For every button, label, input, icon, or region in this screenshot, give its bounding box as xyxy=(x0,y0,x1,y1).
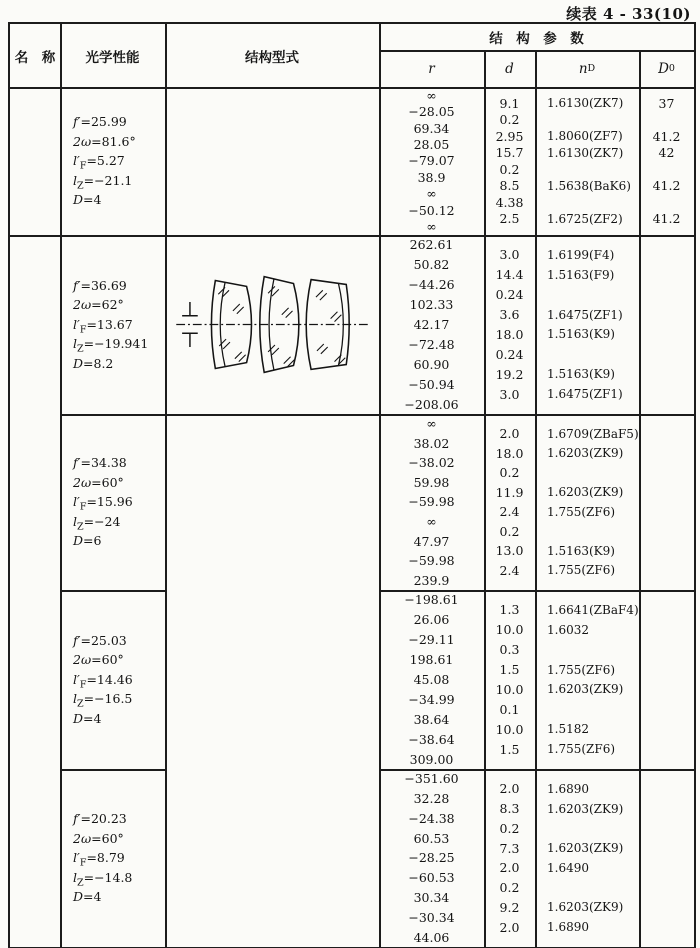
r-value: −38.02 xyxy=(408,455,455,471)
d-value: 2.5 xyxy=(499,211,520,227)
d-value: 3.0 xyxy=(499,386,520,402)
n-symbol: n xyxy=(578,60,588,77)
r-value: 50.82 xyxy=(413,257,450,273)
lens-entry-row xyxy=(10,590,694,769)
radius-column xyxy=(379,87,484,235)
optical-param: $l'_F=8.79$ xyxy=(73,850,125,869)
d-value: 1.3 xyxy=(499,602,520,618)
nd-value: 1.755(ZF6) xyxy=(547,563,616,578)
optical-param: f′=36.69 xyxy=(73,277,127,293)
header-col-d0: D 0 xyxy=(658,60,675,77)
d-value: 14.4 xyxy=(495,267,524,283)
r-value: −59.98 xyxy=(408,553,455,569)
nd-value: 1.6709(ZBaF5) xyxy=(547,426,639,441)
d-value: 0.1 xyxy=(499,701,520,717)
r-value: 309.00 xyxy=(409,751,454,767)
optics-prescription-table xyxy=(8,22,696,948)
d-value: 0.2 xyxy=(499,465,520,481)
d-value: 15.7 xyxy=(495,145,524,161)
r-value: ∞ xyxy=(426,186,437,202)
r-value: −50.94 xyxy=(408,376,455,392)
diameter-column xyxy=(639,424,694,580)
d0-symbol: D xyxy=(658,60,669,77)
optical-param: 2ω=62° xyxy=(73,297,124,313)
nd-value: 1.6203(ZK9) xyxy=(547,682,624,697)
d-value: 1.5 xyxy=(499,741,520,757)
d-value: 3.0 xyxy=(499,247,520,263)
r-value: −34.99 xyxy=(408,691,455,707)
optical-param: $l_Z=-24$ xyxy=(73,513,121,533)
r-value: 26.06 xyxy=(413,612,450,628)
r-value: 28.05 xyxy=(413,137,450,153)
nd-value: 1.8060(ZF7) xyxy=(547,129,623,144)
r-value: 60.53 xyxy=(413,830,450,846)
optical-param: $l_Z=-16.5$ xyxy=(73,691,133,710)
optical-param: $l_Z=-14.8$ xyxy=(73,869,133,889)
diameter-column xyxy=(639,779,694,937)
optical-param: 2ω=81.6° xyxy=(73,133,136,149)
r-value: −38.64 xyxy=(408,731,455,747)
r-value: 42.17 xyxy=(413,316,450,332)
r-value: ∞ xyxy=(426,514,437,530)
r-value: 198.61 xyxy=(409,652,454,668)
d-value: 2.0 xyxy=(499,860,520,876)
structure-diagram-cell xyxy=(165,235,379,414)
d0-value: 41.2 xyxy=(652,178,681,194)
r-value: −72.48 xyxy=(408,336,455,352)
d-symbol: d xyxy=(505,60,514,77)
thickness-column xyxy=(484,424,535,580)
nd-value: 1.755(ZF6) xyxy=(547,662,616,677)
d-value: 11.9 xyxy=(495,484,524,500)
r-value: −30.34 xyxy=(408,909,455,925)
index-column xyxy=(535,600,639,759)
nd-value: 1.6203(ZK9) xyxy=(547,841,624,856)
nd-value: 1.6032 xyxy=(547,622,589,637)
optical-performance-cell xyxy=(60,235,165,414)
nd-value: 1.6130(ZK7) xyxy=(547,96,624,111)
d-value: 3.6 xyxy=(499,307,520,323)
nd-value: 1.6203(ZK9) xyxy=(547,900,624,915)
d-value: 0.2 xyxy=(499,161,520,177)
optical-param: f′=20.23 xyxy=(73,811,127,827)
d-value: 0.3 xyxy=(499,642,520,658)
lens-entry-row xyxy=(10,235,694,414)
nd-value: 1.5163(K9) xyxy=(547,327,615,342)
r-value: −351.60 xyxy=(404,771,459,787)
r-value: 239.9 xyxy=(413,572,450,588)
index-column xyxy=(535,95,639,227)
d-value: 0.2 xyxy=(499,523,520,539)
nd-value: 1.6725(ZF2) xyxy=(547,211,623,226)
thickness-column xyxy=(484,95,535,227)
nd-value: 1.755(ZF6) xyxy=(547,742,616,757)
diameter-column xyxy=(639,600,694,759)
radius-column xyxy=(379,235,484,414)
r-value: 38.64 xyxy=(413,711,450,727)
d-value: 0.24 xyxy=(495,346,524,362)
glass-hatching xyxy=(218,286,345,366)
d0-value: 42 xyxy=(658,145,675,161)
d-value: 2.0 xyxy=(499,781,520,797)
r-value: −50.12 xyxy=(408,202,455,218)
optical-param: 2ω=60° xyxy=(73,652,124,668)
d-value: 2.0 xyxy=(499,426,520,442)
r-value: ∞ xyxy=(426,219,437,235)
optical-param: $l'_F=13.67$ xyxy=(73,316,133,336)
r-value: 102.33 xyxy=(409,297,454,313)
r-value: 262.61 xyxy=(409,237,454,253)
header-name: 名 称 xyxy=(14,49,56,66)
d-value: 2.95 xyxy=(495,128,524,144)
d-value: 10.0 xyxy=(495,681,524,697)
r-value: −29.11 xyxy=(408,632,455,648)
optical-param: 2ω=60° xyxy=(73,474,124,490)
nd-value: 1.6475(ZF1) xyxy=(547,307,623,322)
r-value: −44.26 xyxy=(408,277,455,293)
optical-performance-cell xyxy=(60,87,165,235)
r-value: 60.90 xyxy=(413,356,450,372)
nd-value: 1.6203(ZK9) xyxy=(547,446,624,461)
d-value: 0.24 xyxy=(495,287,524,303)
r-value: 59.98 xyxy=(413,474,450,490)
thickness-column xyxy=(484,600,535,759)
index-column xyxy=(535,779,639,937)
d-value: 9.2 xyxy=(499,899,520,915)
r-value: −198.61 xyxy=(404,592,459,608)
optical-performance-cell xyxy=(60,769,165,947)
diameter-column xyxy=(639,245,694,404)
r-value: 45.08 xyxy=(413,671,450,687)
nd-value: 1.6475(ZF1) xyxy=(547,387,623,402)
d-value: 8.5 xyxy=(499,178,520,194)
nd-value: 1.6203(ZK9) xyxy=(547,485,624,500)
d0-value: 37 xyxy=(658,95,675,111)
d-value: 1.5 xyxy=(499,662,520,678)
r-value: 44.06 xyxy=(413,929,450,945)
nd-value: 1.5638(BaK6) xyxy=(547,178,631,193)
r-value: 32.28 xyxy=(413,791,450,807)
nd-value: 1.6641(ZBaF4) xyxy=(547,602,639,617)
r-value: ∞ xyxy=(426,87,437,103)
diameter-column xyxy=(639,95,694,227)
optical-param: f′=25.99 xyxy=(73,114,127,130)
optical-param: D=6 xyxy=(73,533,102,549)
optical-param: D=4 xyxy=(73,710,102,726)
nd-value: 1.5182 xyxy=(547,722,589,737)
r-value: 38.9 xyxy=(417,169,446,185)
d-value: 2.4 xyxy=(499,504,520,520)
r-value: −60.53 xyxy=(408,870,455,886)
optical-param: $l_Z=-21.1$ xyxy=(73,172,133,192)
index-column xyxy=(535,424,639,580)
nd-value: 1.755(ZF6) xyxy=(547,504,616,519)
optical-param: f′=34.38 xyxy=(73,455,127,471)
d-value: 18.0 xyxy=(495,445,524,461)
d-value: 8.3 xyxy=(499,801,520,817)
d-value: 9.1 xyxy=(499,95,520,111)
thickness-column xyxy=(484,245,535,404)
d-value: 0.2 xyxy=(499,880,520,896)
nd-value: 1.6130(ZK7) xyxy=(547,145,624,160)
nd-value: 1.5163(F9) xyxy=(547,267,615,282)
optical-param: $l_Z=-19.941$ xyxy=(73,336,149,355)
r-value: 69.34 xyxy=(413,120,450,136)
optical-performance-cell xyxy=(60,414,165,590)
nd-value: 1.5163(K9) xyxy=(547,367,615,382)
d-value: 18.0 xyxy=(495,326,524,342)
r-value: −208.06 xyxy=(404,396,459,412)
optical-param: $l'_F=5.27$ xyxy=(73,153,125,172)
nd-value: 1.6199(F4) xyxy=(547,247,615,262)
nd-value: 1.6890 xyxy=(547,920,589,935)
radius-column xyxy=(379,414,484,590)
r-value: −59.98 xyxy=(408,494,455,510)
index-column xyxy=(535,245,639,404)
r-value: −24.38 xyxy=(408,810,455,826)
header-structure-params: 结 构 参 数 xyxy=(489,31,584,47)
page-title: 续表 4 - 33(10) xyxy=(566,5,691,23)
nd-value: 1.6490 xyxy=(547,860,589,875)
r-value: 47.97 xyxy=(413,533,450,549)
r-symbol: r xyxy=(428,60,435,77)
header-optical-performance: 光学性能 xyxy=(85,49,140,66)
lens-entry-row xyxy=(10,87,694,235)
d-value: 13.0 xyxy=(495,543,524,559)
r-value: 38.02 xyxy=(413,435,450,451)
r-value: ∞ xyxy=(426,416,437,432)
optical-param: f′=25.03 xyxy=(73,632,127,648)
optical-performance-cell xyxy=(60,590,165,769)
d-value: 10.0 xyxy=(495,721,524,737)
d-value: 4.38 xyxy=(495,194,524,210)
header-col-r xyxy=(379,50,484,87)
d-value: 7.3 xyxy=(499,840,520,856)
nd-value: 1.6203(ZK9) xyxy=(547,801,624,816)
radius-column xyxy=(379,590,484,769)
optical-param: $l'_F=15.96$ xyxy=(73,494,133,513)
lens-entry-row xyxy=(10,769,694,947)
r-value: 30.34 xyxy=(413,890,450,906)
header-col-d xyxy=(484,50,535,87)
d-value: 19.2 xyxy=(495,366,524,382)
d-value: 2.0 xyxy=(499,919,520,935)
d-value: 0.2 xyxy=(499,820,520,836)
lens-entry-row xyxy=(10,414,694,590)
optical-param: D=8.2 xyxy=(73,355,114,371)
optical-param: D=4 xyxy=(73,192,102,208)
optical-param: D=4 xyxy=(73,889,102,905)
radius-column xyxy=(379,769,484,947)
optical-param: 2ω=60° xyxy=(73,830,124,846)
r-value: −28.05 xyxy=(408,104,455,120)
nd-value: 1.5163(K9) xyxy=(547,543,615,558)
thickness-column xyxy=(484,779,535,937)
d0-value: 41.2 xyxy=(652,211,681,227)
d0-value: 41.2 xyxy=(652,128,681,144)
optical-param: $l'_F=14.46$ xyxy=(73,671,133,691)
d-value: 2.4 xyxy=(499,562,520,578)
lens-diagram xyxy=(174,261,370,388)
r-value: −28.25 xyxy=(408,850,455,866)
header-structure-type: 结构型式 xyxy=(245,49,299,66)
r-value: −79.07 xyxy=(408,153,455,169)
header-col-nd: n D xyxy=(578,60,596,77)
d-value: 10.0 xyxy=(495,622,524,638)
nd-value: 1.6890 xyxy=(547,781,589,796)
d-value: 0.2 xyxy=(499,112,520,128)
